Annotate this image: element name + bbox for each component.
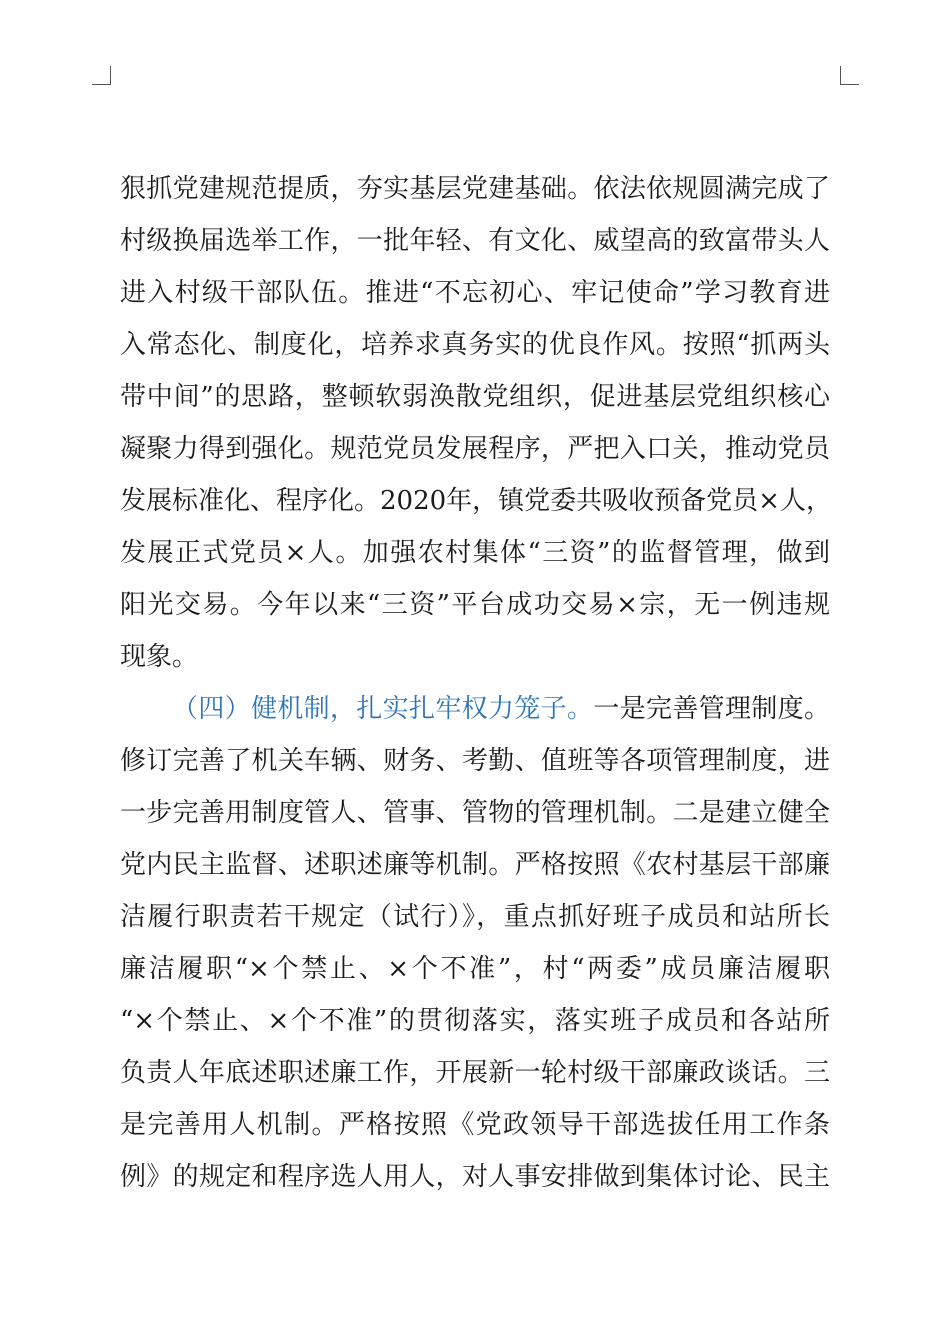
text-line: 凝聚力得到强化。规范党员发展程序，严把入口关，推动党员 [120,434,830,464]
text-line: 修订完善了机关车辆、财务、考勤、值班等各项管理制度，进 [120,746,830,776]
text-line: 狠抓党建规范提质，夯实基层党建基础。依法依规圆满完成了 [120,174,830,204]
text-line: 带中间”的思路，整顿软弱涣散党组织，促进基层党组织核心 [120,382,830,412]
text-line: 党内民主监督、述职述廉等机制。严格按照《农村基层干部廉 [120,850,830,880]
top-right-crop-mark [840,66,859,85]
text-line: 阳光交易。今年以来“三资”平台成功交易×宗，无一例违规 [120,590,830,620]
document-body [120,163,830,1203]
top-left-crop-mark [92,66,111,85]
text-line: “×个禁止、×个不准”的贯彻落实，落实班子成员和各站所 [120,1006,830,1036]
text-line: 一步完善用制度管人、管事、管物的管理机制。二是建立健全 [120,798,830,828]
text-line: 村级换届选举工作，一批年轻、有文化、威望高的致富带头人 [120,226,830,256]
text-line: 发展标准化、程序化。2020年，镇党委共吸收预备党员×人， [120,486,832,516]
text-line: 是完善用人机制。严格按照《党政领导干部选拔任用工作条 [120,1110,830,1140]
section-heading: （四）健机制，扎实扎牢权力笼子。 [172,694,594,724]
text-line: 负责人年底述职述廉工作，开展新一轮村级干部廉政谈话。三 [120,1058,830,1088]
paragraph-first-line [120,683,830,735]
text-line: 入常态化、制度化，培养求真务实的优良作风。按照“抓两头 [120,330,830,360]
text-line: 洁履行职责若干规定（试行）》，重点抓好班子成员和站所长 [120,902,830,932]
text-line: 现象。 [120,642,199,672]
text-line: 例》的规定和程序选人用人，对人事安排做到集体讨论、民主 [120,1162,830,1192]
text-line: 发展正式党员×人。加强农村集体“三资”的监督管理，做到 [120,538,830,568]
text-run: 一是完善管理制度。 [593,694,830,724]
paragraph-party-building [120,163,830,683]
paragraph-mechanism [120,683,830,1203]
text-line: 廉洁履职“×个禁止、×个不准”，村“两委”成员廉洁履职 [120,954,830,984]
text-line: 进入村级干部队伍。推进“不忘初心、牢记使命”学习教育进 [120,278,830,308]
